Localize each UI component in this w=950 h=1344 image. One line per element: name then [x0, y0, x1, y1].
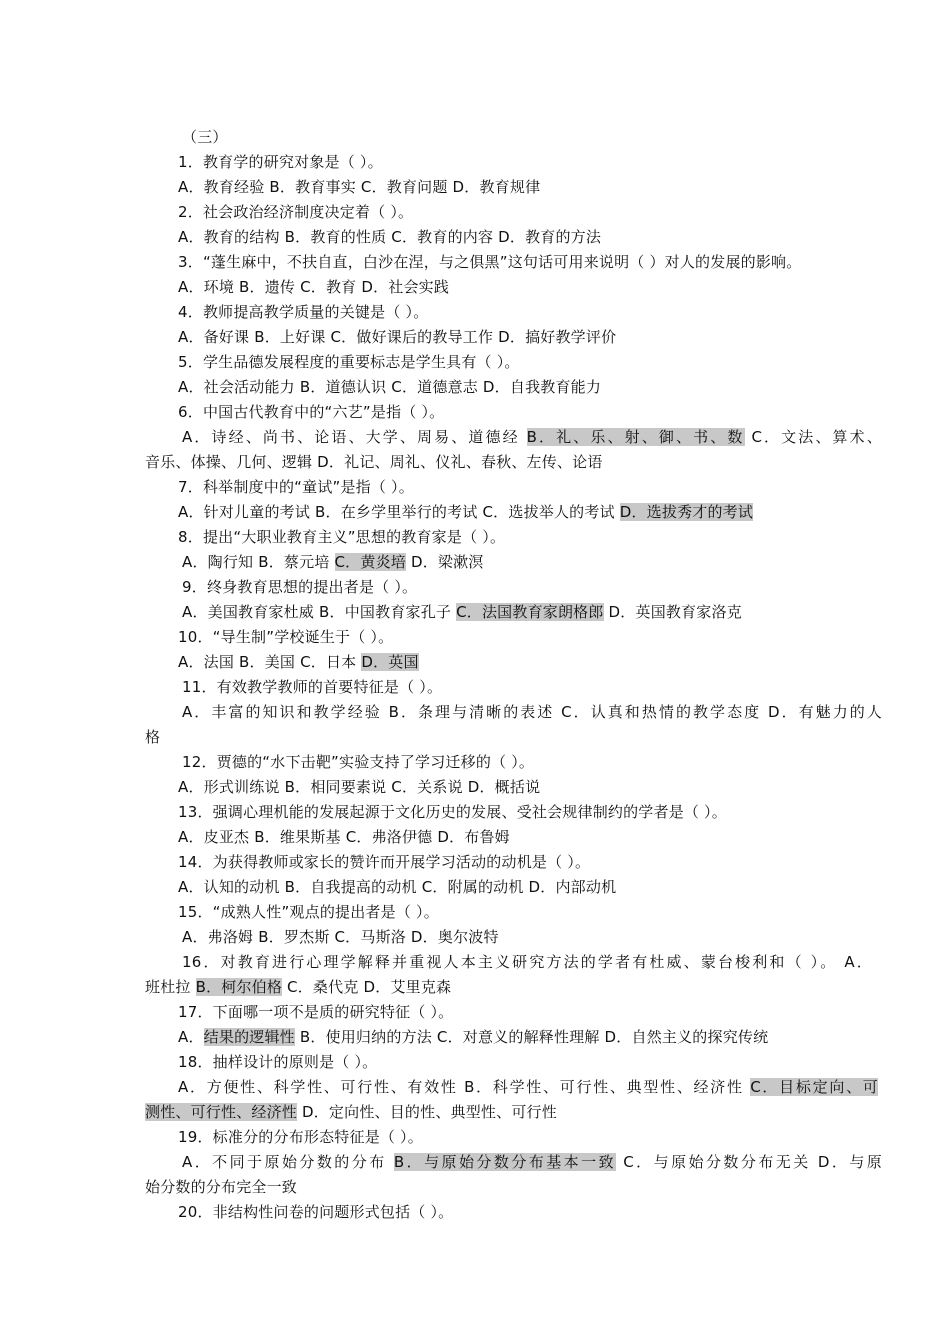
- option-text: A．针对儿童的考试 B．在乡学里举行的考试 C．选拔举人的考试: [178, 503, 620, 521]
- question-18: 18．抽样设计的原则是（ ）。: [178, 1053, 378, 1071]
- highlighted-answer: B．礼、乐、射、御、书、数: [526, 428, 745, 446]
- question-17: 17．下面哪一项不是质的研究特征（ ）。: [178, 1003, 454, 1021]
- question-5: 5．学生品德发展程度的重要标志是学生具有（ ）。: [178, 353, 520, 371]
- highlighted-answer: B．与原始分数分布基本一致: [393, 1153, 617, 1171]
- question-11: 11．有效教学教师的首要特征是（ ）。: [182, 678, 443, 696]
- option-text: A．法国 B．美国 C．日本: [178, 653, 362, 671]
- highlighted-answer: 结果的逻辑性: [203, 1028, 295, 1046]
- options-14: A．认知的动机 B．自我提高的动机 C．附属的动机 D．内部动机: [178, 878, 617, 896]
- question-12: 12．贾德的“水下击靶”实验支持了学习迁移的（ ）。: [182, 753, 535, 771]
- option-text: A．: [178, 1028, 204, 1046]
- highlighted-answer: C．目标定向、可: [750, 1078, 878, 1096]
- question-20: 20．非结构性问卷的问题形式包括（ ）。: [178, 1203, 454, 1221]
- options-9: [182, 600, 922, 625]
- options-13: A．皮亚杰 B．维果斯基 C．弗洛伊德 D．布鲁姆: [178, 828, 510, 846]
- question-7: 7．科举制度中的“童试”是指（ ）。: [178, 478, 414, 496]
- highlighted-answer: C．法国教育家朗格郎: [456, 603, 604, 621]
- options-15: A．弗洛姆 B．罗杰斯 C．马斯洛 D．奥尔波特: [182, 928, 499, 946]
- question-16: 16．对教育进行心理学解释并重视人本主义研究方法的学者有杜威、蒙台梭利和（ ）。 A．: [182, 953, 872, 971]
- question-19: 19．标准分的分布形态特征是（ ）。: [178, 1128, 423, 1146]
- options-19-line2: 始分数的分布完全一致: [145, 1178, 298, 1196]
- options-4: A．备好课 B．上好课 C．做好课后的教导工作 D．搞好教学评价: [178, 328, 617, 346]
- question-14: 14．为获得教师或家长的赞许而开展学习活动的动机是（ ）。: [178, 853, 591, 871]
- options-19-line1: [182, 1150, 882, 1175]
- option-text: D．梁漱溟: [405, 553, 484, 571]
- option-text: D．英国教育家洛克: [603, 603, 742, 621]
- option-text: A．方便性、科学性、可行性、有效性 B．科学性、可行性、典型性、经济性: [178, 1078, 751, 1096]
- option-text: A．美国教育家杜威 B．中国教育家孔子: [182, 603, 457, 621]
- question-4: 4．教师提高教学质量的关键是（ ）。: [178, 303, 429, 321]
- options-8: [182, 550, 922, 575]
- option-text: D．定向性、目的性、典型性、可行性: [297, 1103, 557, 1121]
- question-6: 6．中国古代教育中的“六艺”是指（ ）。: [178, 403, 445, 421]
- options-12: A．形式训练说 B．相同要素说 C．关系说 D．概括说: [178, 778, 541, 796]
- options-16: [145, 975, 885, 1000]
- section-title: （三）: [182, 128, 228, 146]
- highlighted-answer: B．柯尔伯格: [195, 978, 283, 996]
- option-text: A．陶行知 B．蔡元培: [182, 553, 335, 571]
- options-2: A．教育的结构 B．教育的性质 C．教育的内容 D．教育的方法: [178, 228, 602, 246]
- option-text: C．桑代克 D．艾里克森: [282, 978, 452, 996]
- options-5: A．社会活动能力 B．道德认识 C．道德意志 D．自我教育能力: [178, 378, 602, 396]
- question-13: 13．强调心理机能的发展起源于文化历史的发展、受社会规律制约的学者是（ ）。: [178, 803, 727, 821]
- option-text: A．不同于原始分数的分布: [182, 1153, 394, 1171]
- options-3: A．环境 B．遗传 C．教育 D．社会实践: [178, 278, 450, 296]
- options-18-line2: [145, 1100, 885, 1125]
- option-text: C．文法、算术、: [744, 428, 882, 446]
- options-10: [178, 650, 918, 675]
- options-1: A．教育经验 B．教育事实 C．教育问题 D．教育规律: [178, 178, 541, 196]
- option-text: A．诗经、尚书、论语、大学、周易、道德经: [182, 428, 527, 446]
- question-3: 3．“蓬生麻中，不扶自直，白沙在涅，与之俱黑”这句话可用来说明（ ）对人的发展的影响。: [178, 253, 802, 271]
- question-2: 2．社会政治经济制度决定着（ ）。: [178, 203, 414, 221]
- highlighted-answer: C．黄炎培: [334, 553, 406, 571]
- options-6-line1: [182, 425, 882, 450]
- options-17: [178, 1025, 918, 1050]
- option-text: C．与原始分数分布无关 D．与原: [616, 1153, 882, 1171]
- highlighted-answer: 测性、可行性、经济性: [145, 1103, 298, 1121]
- highlighted-answer: D．英国: [361, 653, 419, 671]
- question-15: 15．“成熟人性”观点的提出者是（ ）。: [178, 903, 439, 921]
- options-11-line1: A．丰富的知识和教学经验 B．条理与清晰的表述 C．认真和热情的教学态度 D．有魅力的人: [182, 703, 882, 721]
- options-6-line2: 音乐、体操、几何、逻辑 D．礼记、周礼、仪礼、春秋、左传、论语: [145, 453, 603, 471]
- question-1: 1．教育学的研究对象是（ ）。: [178, 153, 383, 171]
- option-text: B．使用归纳的方法 C．对意义的解释性理解 D．自然主义的探究传统: [294, 1028, 769, 1046]
- options-18-line1: [178, 1075, 878, 1100]
- options-11-line2: 格: [145, 728, 161, 746]
- option-text: 班杜拉: [145, 978, 196, 996]
- highlighted-answer: D．选拔秀才的考试: [619, 503, 754, 521]
- question-9: 9．终身教育思想的提出者是（ ）。: [182, 578, 418, 596]
- question-8: 8．提出“大职业教育主义”思想的教育家是（ ）。: [178, 528, 506, 546]
- options-7: [178, 500, 918, 525]
- question-10: 10．“导生制”学校诞生于（ ）。: [178, 628, 394, 646]
